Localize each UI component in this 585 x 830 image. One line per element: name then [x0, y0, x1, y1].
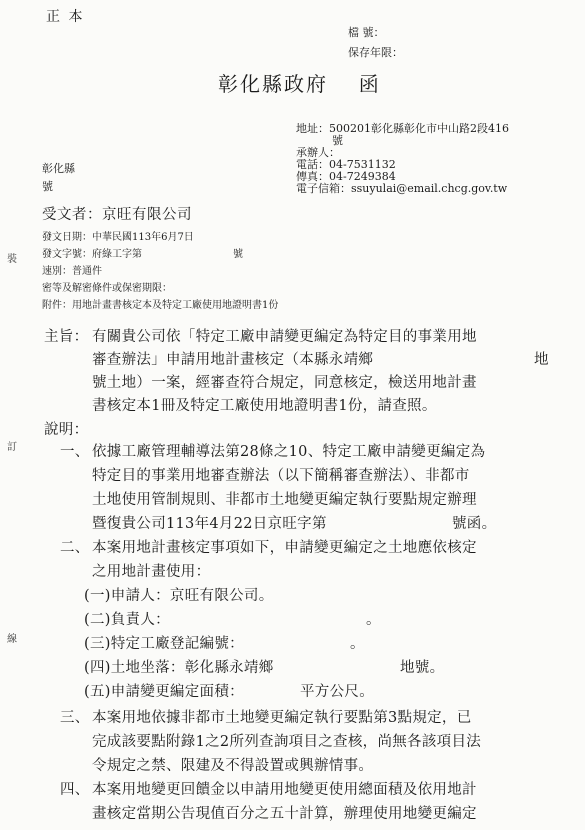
handler: 承辦人：: [296, 146, 340, 159]
item-1-line-1: 依據工廠管理輔導法第28條之10、特定工廠申請變更編定為: [92, 444, 486, 460]
item-2-sub-1: (一)申請人：京旺有限公司。: [84, 588, 274, 604]
binding-mark-staple: 訂: [7, 442, 17, 453]
item-2-sub-5: (五)申請變更編定面積：: [84, 684, 244, 700]
item-2-sub-2: (二)負責人：: [84, 612, 170, 628]
phone: 電話：04-7531132: [296, 158, 396, 171]
explanation-label: 說明：: [44, 422, 89, 438]
item-1-line-3: 土地使用管制規則、非都市土地變更編定執行要點規定辦理: [92, 492, 477, 508]
subject-line-2: 審查辦法」申請用地計畫核定（本縣永靖鄉: [92, 352, 374, 368]
item-2-sub-4-end: 地號。: [400, 660, 445, 676]
item-4-line-2: 畫核定當期公告現值百分之五十計算，辦理使用地變更編定: [92, 806, 477, 822]
subject-line-2-end: 地: [534, 352, 549, 368]
subject-line-4: 書核定本1冊及特定工廠使用地證明書1份，請查照。: [92, 398, 437, 414]
document-type: 函: [358, 72, 381, 96]
email: 電子信箱：ssuyulai@email.chcg.gov.tw: [296, 182, 508, 195]
item-2-line-1: 本案用地計畫核定事項如下，申請變更編定之土地應依核定: [92, 540, 477, 556]
item-2-sub-4: (四)土地坐落：彰化縣永靖鄉: [84, 660, 274, 676]
item-2-line-2: 之用地計畫使用：: [92, 564, 211, 580]
item-2-sub-3-end: 。: [350, 636, 365, 652]
item-2-sub-2-end: 。: [366, 612, 381, 628]
address: 地址：500201彰化縣彰化市中山路2段416: [296, 122, 509, 135]
recipient-address-line2: 號: [42, 180, 53, 193]
document-title: [218, 68, 381, 97]
issue-date: 發文日期：中華民國113年6月7日: [42, 232, 194, 243]
file-number-label: 檔 號：: [348, 26, 385, 39]
subject-label: 主旨：: [44, 329, 89, 345]
item-1-line-4: 暨復貴公司113年4月22日京旺字第: [92, 516, 327, 532]
item-4-line-1: 本案用地變更回饋金以申請用地變更使用總面積及依用地計: [92, 782, 477, 798]
address-continued: 號: [332, 134, 343, 147]
speed-category: 速別：普通件: [42, 266, 102, 277]
item-3-line-2: 完成該要點附錄1之2所列查詢項目之查核，尚無各該項目法: [92, 734, 482, 750]
item-1-line-2: 特定目的事業用地審查辦法（以下簡稱審查辦法）、非都市: [92, 468, 470, 484]
item-2-sub-3: (三)特定工廠登記編號：: [84, 636, 244, 652]
issuing-org: 彰化縣政府: [218, 72, 328, 96]
item-3-number: 三、: [60, 710, 90, 726]
copy-mark: 正 本: [46, 9, 85, 25]
item-1-line-4-end: 號函。: [452, 516, 497, 532]
fax: 傳真：04-7249384: [296, 170, 396, 183]
retention-period-label: 保存年限：: [348, 46, 403, 59]
item-4-number: 四、: [60, 782, 90, 798]
item-3-line-1: 本案用地依據非都市土地變更編定執行要點第3點規定，已: [92, 710, 472, 726]
recipient: 受文者：京旺有限公司: [42, 207, 192, 223]
security-level: 密等及解密條件或保密期限：: [42, 283, 172, 294]
subject-line-3: 號土地）一案，經審查符合規定，同意核定，檢送用地計畫: [92, 375, 477, 391]
item-1-number: 一、: [60, 444, 90, 460]
recipient-address-line1: 彰化縣: [42, 162, 75, 175]
binding-mark-line: 線: [7, 634, 17, 645]
item-2-number: 二、: [60, 540, 90, 556]
item-3-line-3: 令規定之禁、限建及不得設置或興辦情事。: [92, 758, 374, 774]
binding-mark-bind: 裝: [7, 254, 17, 265]
document-number-suffix: 號: [233, 249, 243, 260]
item-2-sub-5-end: 平方公尺。: [300, 684, 374, 700]
attachment: 附件：用地計畫書核定本及特定工廠使用地證明書1份: [42, 300, 279, 311]
document-number: 發文字號：府綠工字第: [42, 249, 142, 260]
subject-line-1: 有關貴公司依「特定工廠申請變更編定為特定目的事業用地: [92, 329, 477, 345]
